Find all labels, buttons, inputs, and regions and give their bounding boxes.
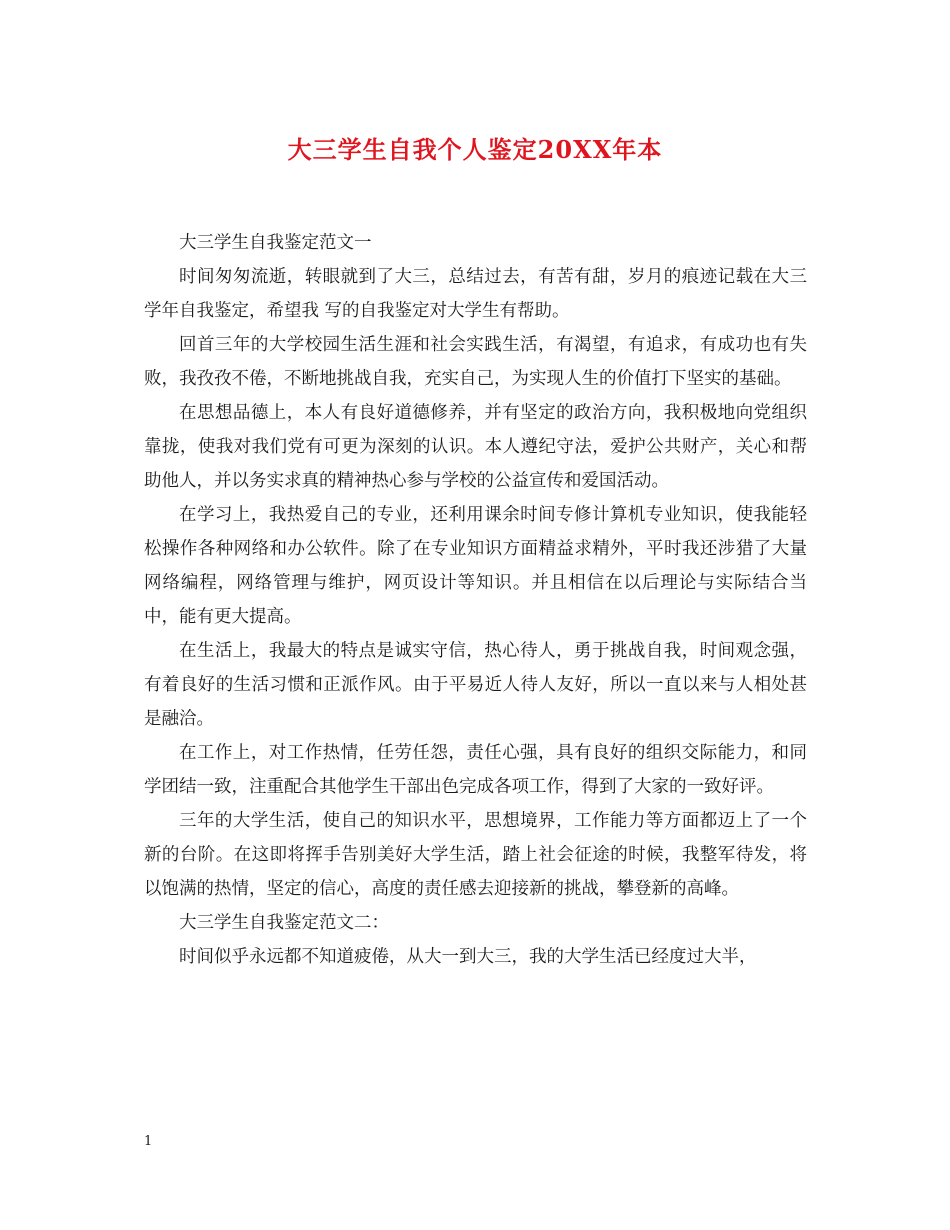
document-body xyxy=(144,226,807,974)
paragraph: 在生活上，我最大的特点是诚实守信，热心待人，勇于挑战自我，时间观念强，有着良好的生活习惯和正派作风。由于平易近人待人友好，所以一直以来与人相处甚是融洽。 xyxy=(144,641,807,729)
paragraph: 时间似乎永远都不知道疲倦，从大一到大三，我的大学生活已经度过大半， xyxy=(179,947,757,967)
paragraph: 回首三年的大学校园生活生涯和社会实践生活，有渴望，有追求，有成功也有失败，我孜孜不倦，不断地挑战自我，充实自己，为实现人生的价值打下坚实的基础。 xyxy=(144,335,807,389)
paragraph-heading-sample-one: 大三学生自我鉴定范文一 xyxy=(179,233,372,253)
paragraph: 在学习上，我热爱自己的专业，还利用课余时间专修计算机专业知识，使我能轻松操作各种网络和办公软件。除了在专业知识方面精益求精外，平时我还涉猎了大量网络编程，网络管理与维护，网页设计等知识。并且相信在以后理论与实际结合当中，能有更大提高。 xyxy=(144,505,807,627)
paragraph-heading-sample-two: 大三学生自我鉴定范文二： xyxy=(179,913,389,933)
paragraph: 在思想品德上，本人有良好道德修养，并有坚定的政治方向，我积极地向党组织靠拢，使我对我们党有可更为深刻的认识。本人遵纪守法，爱护公共财产，关心和帮助他人，并以务实求真的精神热心参与学校的公益宣传和爱国活动。 xyxy=(144,403,807,491)
paragraph: 三年的大学生活，使自己的知识水平，思想境界，工作能力等方面都迈上了一个新的台阶。在这即将挥手告别美好大学生活，踏上社会征途的时候，我整军待发，将以饱满的热情，坚定的信心，高度的责任感去迎接新的挑战，攀登新的高峰。 xyxy=(144,811,807,899)
paragraph: 在工作上，对工作热情，任劳任怨，责任心强，具有良好的组织交际能力，和同学团结一致，注重配合其他学生干部出色完成各项工作，得到了大家的一致好评。 xyxy=(144,743,807,797)
paragraph: 时间匆匆流逝，转眼就到了大三，总结过去，有苦有甜，岁月的痕迹记载在大三学年自我鉴定，希望我 写的自我鉴定对大学生有帮助。 xyxy=(144,267,807,321)
document-title: 大三学生自我个人鉴定20XX年本 xyxy=(287,135,663,164)
page-number: 1 xyxy=(144,1134,153,1149)
